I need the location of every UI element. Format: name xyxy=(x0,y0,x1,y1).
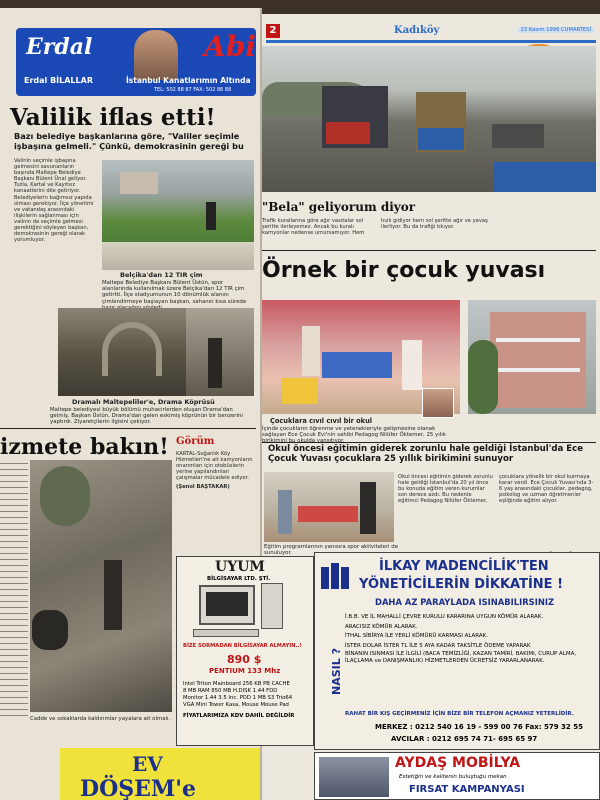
uyum-spec-4: VGA Mini Tower Kasa, Mouse Mouse Pad xyxy=(183,702,289,708)
classroom-child xyxy=(278,490,292,534)
uyum-name: UYUM xyxy=(215,559,265,575)
gorum-title: Görüm xyxy=(176,436,215,447)
building-photo xyxy=(468,300,596,414)
article-deck: Okul öncesi eğitimin giderek zorunlu hale geldiği İstanbul'da Ece Çocuk Yuvası çocuklara 25 yıllık birikimini sunuyor xyxy=(268,444,584,465)
section-header xyxy=(266,24,596,43)
deck-divider xyxy=(262,442,596,443)
uyum-price: 890 $ xyxy=(227,653,262,666)
classroom-teacher xyxy=(360,482,376,534)
main-article-text: Valinin seçimle işbaşına gelmesini savunanların başında Maltepe Belediye Başkanı Bülent Ünal geliyor. Tuzla, Kartal ve Kayıtsız kanaatlerini dile getiriyor. Belediyelerin bağımsız yapıda olması gerekiyor. İlçe yönetimi ve vatandaş arasındaki ilişkilerin sağlanması için valinin de seçimle gelmesi gerektiğini söyleyen başkan, demokrasinin gereği olarak yorumluyor. xyxy=(14,158,94,244)
classroom-photo xyxy=(264,472,394,542)
bela-article-text: Trafik kurallarına göre ağır vasıtalar sol şeritte ilerleyemez. Ancak bu kuralı kamyonlar nedense umursamıyor. Hem hızlı gidiyor hem sol şeritte ağır ve yavaş ilerliyor. Bu da trafiği tıkıyor. xyxy=(262,218,488,237)
street-caption: Cadde ve sokaklarda kaldırımlar yayalara ait olmalı. xyxy=(30,716,171,722)
ilkay-call-to-action: RAHAT BİR KIŞ GEÇİRMENİZ İÇİN BİZE BİR TELEFON AÇMANIZ YETERLİDİR. xyxy=(345,711,574,717)
keyboard-icon xyxy=(193,629,259,637)
street-child xyxy=(104,560,122,630)
highway-truck-inset xyxy=(494,162,596,192)
stadium-building xyxy=(120,172,158,194)
street-article-text xyxy=(0,460,28,720)
banner-tagline: İstanbul Kanatlarımın Altında xyxy=(126,76,251,85)
kids-caption-title: Çocuklara cıvıl cıvıl bir okul xyxy=(270,417,373,425)
gorum-box xyxy=(176,436,256,546)
uyum-footer: FİYATLARIMIZA KDV DAHİL DEĞİLDİR xyxy=(183,713,295,719)
ilkay-side-label: NASIL ? xyxy=(329,648,343,695)
section-name: Kadıköy xyxy=(394,25,440,36)
section-date: 23 Kasım 1996 CUMARTESİ xyxy=(518,27,594,33)
stadium-caption-text: Maltepe Belediye Başkanı Bülent Üstün, spor alanlarında kullanılmak üzere Belçika'dan 12 TIR çim getirtti. İlçe stadyumunun 10 dönümlük alanını çimlendirmeye başlayan başkan, sahanın kısa sürede xyxy=(102,280,247,305)
banner-title-second: Abi xyxy=(204,30,256,63)
bridge-people-photo xyxy=(186,308,254,396)
ornek-headline: Örnek bir çocuk yuvası xyxy=(262,258,546,283)
bottom-headline: izmete bakın! xyxy=(0,434,169,460)
gorum-text: KARTAL-Soğanlık Köy Hizmetleri'ne ait kamyonların onarımları için otobüslerin yerine yapılandırılan çalışmalar mücadele ediyor. xyxy=(176,451,253,482)
bridge-caption-title: Dramalı Maltepeliler'e, Drama Köprüsü xyxy=(72,398,215,406)
ilkay-title-1: İLKAY MADENCİLİK'TEN xyxy=(379,559,549,574)
tower-icon xyxy=(261,583,283,629)
ilkay-item-2: ARACISIZ KÖMÜR ALARAK. xyxy=(345,623,418,630)
stadium-person xyxy=(206,202,216,230)
uyum-spec-2: 8 MB RAM 850 MB H.DISK 1.44 FDD xyxy=(183,688,278,694)
uyum-company: BİLGİSAYAR LTD. ŞTİ. xyxy=(207,576,271,582)
uyum-slogan: BİZE SORMADAN BİLGİSAYAR ALMAYIN..! xyxy=(183,643,302,649)
kids-child-1 xyxy=(302,326,320,376)
main-subhead: Bazı belediye başkanlarına göre, "Valiler seçimle işbaşına gelmeli." Çünkü, demokrasinin gereği bu xyxy=(14,131,244,151)
kids-child-2 xyxy=(402,340,422,390)
bela-divider xyxy=(262,250,596,251)
ilkay-item-1: İ.B.B. VE İL MAHALLİ ÇEVRE KURULU KARARINA UYGUN KÖMÜR ALARAK. xyxy=(345,614,544,620)
aydas-banner: FIRSAT KAMPANYASI xyxy=(409,784,525,795)
ilkay-item-3: İTHAL SİBİRYA İLE YERLİ KÖMÜRÜ KARMASI ALARAK. xyxy=(345,633,489,639)
bridge-photo xyxy=(58,308,206,396)
article-text: Okul öncesi eğitimin giderek zorunlu hale geldiği İstanbul'da 20 yıl önce bu konuda eğitim veren kurumlar son derece azdı. Bu nedenle eğitimci Pedagog Nilüfer Öktemer, çocuklara yönelik bir okul kurmaya karar verdi. Ece Çocuk Yuvası'nda 3-6 yaş arasındaki çocuklar, pedagog, psikolog ve uzman öğretmenler eşliğinde eğitim alıyor. xyxy=(398,474,594,505)
ilkay-item-4: İSTER DOLAR İSTER TL İLE 5 AYA KADAR TAKSİTLE ÖDEME YAPARAK xyxy=(345,642,531,649)
section-number: 2 xyxy=(266,24,280,38)
building-facade xyxy=(490,312,586,408)
ev-dosem-ad xyxy=(60,748,260,800)
ilkay-item-5: BİNANIN ISINMASI İLE İLGİLİ (BACA TEMİZLİĞİ, KAZAN TAMİRİ, BAKIMI, CURUP ALMA, İLAÇLAMA ve DANIŞMANLIK) HİZMETLERDEN ÜCRETSİZ YARARLANARAK. xyxy=(345,651,577,664)
ilkay-phone-center: MERKEZ : 0212 540 16 19 - 599 00 76 Fax: 579 32 55 xyxy=(375,723,583,731)
kids-toy-yellow xyxy=(282,378,318,404)
classroom-caption: Eğitim programlarının yanısıra spor aktiviteleri de sunuluyor. xyxy=(264,544,399,557)
building-tree xyxy=(468,340,498,414)
bela-headline: "Bela" geliyorum diyor xyxy=(262,200,416,214)
highway-photo xyxy=(262,46,596,192)
computer-icon xyxy=(199,585,255,625)
section-divider xyxy=(0,428,256,429)
highway-truck-2 xyxy=(416,92,466,152)
street-motorbike xyxy=(32,610,68,650)
uyum-spec-3: Monitor 1.44 3.5 Inc. PDD 1 MB S3 Trio64 xyxy=(183,695,293,701)
highway-truck-1 xyxy=(322,86,388,148)
teacher-portrait xyxy=(422,388,454,418)
main-headline: Valilik iflas etti! xyxy=(10,104,216,131)
ilkay-logo-icon xyxy=(321,563,351,591)
uyum-ad xyxy=(176,556,314,746)
aydas-photo xyxy=(319,757,389,797)
stadium-photo xyxy=(102,160,254,270)
bridge-caption-text: Maltepe belediyesi büyük bölümü muhacirlerden oluşan Drama'dan gelmiş. Başkan Üstün, Drama'dan gelen eskimiş köprünün bir benzerini yaptırdı. Ziyaretçilerin ilgisini çekiyor. xyxy=(50,407,243,426)
aydas-text: Estetiğin ve kalitenin buluştuğu mekan xyxy=(399,774,507,780)
kids-table xyxy=(322,352,392,378)
aydas-ad xyxy=(314,752,600,800)
aydas-name: AYDAŞ MOBİLYA xyxy=(395,755,521,771)
banner-byline: Erdal BİLALLAR xyxy=(24,76,93,85)
stadium-wall xyxy=(102,242,254,270)
banner-contact: TEL: 502 88 87 FAX: 502 86 88 xyxy=(154,87,232,93)
columnist-portrait xyxy=(134,30,178,80)
uyum-cpu: PENTIUM 133 Mhz xyxy=(209,667,281,675)
ilkay-title-2: YÖNETİCİLERİN DİKKATİNE ! xyxy=(359,577,564,592)
highway-car xyxy=(492,124,544,148)
street-tree xyxy=(40,466,90,526)
column-banner xyxy=(16,28,256,96)
ev-dosem-line-2: DÖŞEM'e xyxy=(80,776,196,800)
bridge-person xyxy=(208,338,222,388)
street-photo xyxy=(30,460,172,712)
ilkay-ad xyxy=(314,552,600,750)
ilkay-list xyxy=(345,613,597,665)
classroom-table xyxy=(298,506,358,522)
ilkay-phone-avcilar: AVCILAR : 0212 695 74 71- 695 65 97 xyxy=(391,735,538,743)
kids-caption-text: İçinde çocukların öğrenme ve yetenekleriyle gelişmesine olanak sağlayan Ece Çocuk Evi'nin sahibi Pedagog Nilüfer Öktemer, 25 yılık xyxy=(262,426,446,439)
ilkay-subtitle: DAHA AZ PARAYLADA ISINABILIRSINIZ xyxy=(375,597,555,607)
gorum-signature: (Şenol BAŞTAKAR) xyxy=(176,484,230,491)
uyum-spec-1: Intel Triton Mainboard 256 KB PB CACHE xyxy=(183,681,290,687)
bridge-arch xyxy=(102,322,162,376)
banner-title-first: Erdal xyxy=(26,34,93,60)
stadium-caption-title: Belçika'dan 12 TIR çim xyxy=(120,271,203,279)
ev-dosem-line-1: EV xyxy=(132,752,163,776)
